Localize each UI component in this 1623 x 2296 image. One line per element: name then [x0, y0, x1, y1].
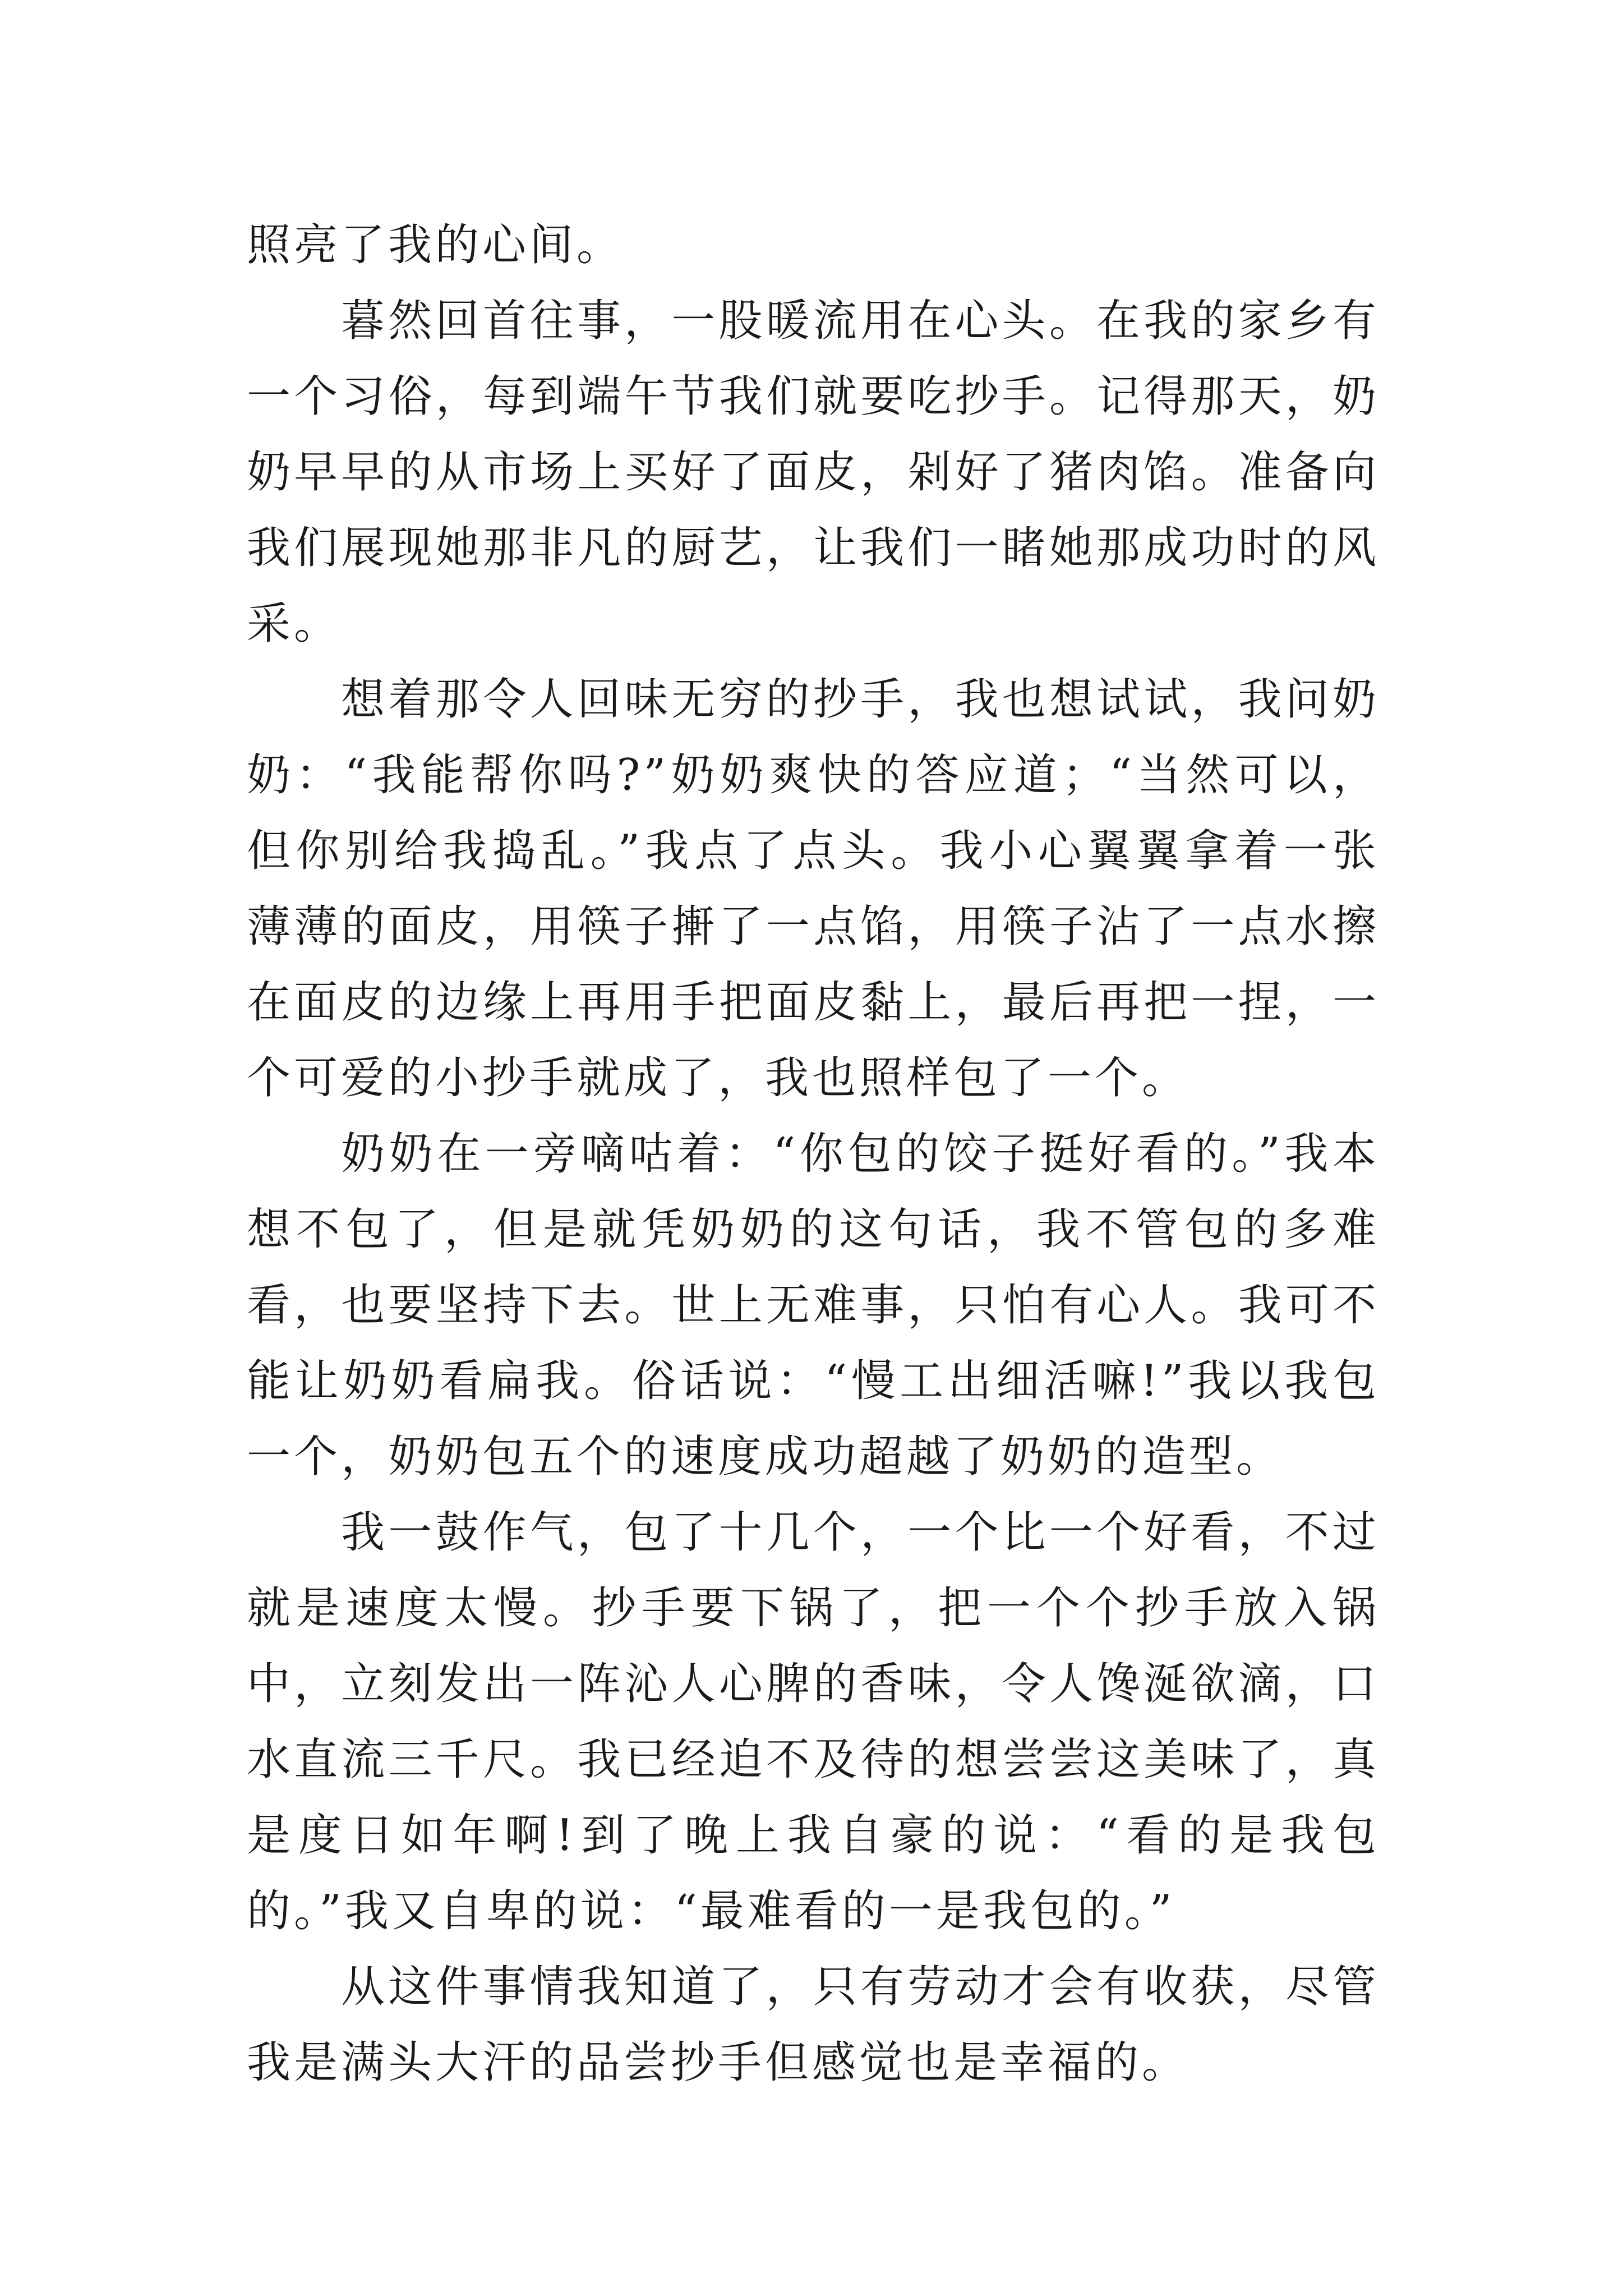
body-text: [247, 208, 1380, 2101]
paragraph: 奶奶在一旁嘀咕着：“你包的饺子挺好看的。”我本想不包了，但是就凭奶奶的这句话，我不管包的多难看，也要坚持下去。世上无难事，只怕有心人。我可不能让奶奶看扁我。俗话说：“慢工出细活嘛!”我以我包一个，奶奶包五个的速度成功超越了奶奶的造型。: [247, 1129, 1380, 1482]
paragraph: 从这件事情我知道了，只有劳动才会有收获，尽管我是满头大汗的品尝抄手但感觉也是幸福的。: [247, 1962, 1380, 2088]
paragraph: 我一鼓作气，包了十几个，一个比一个好看，不过就是速度太慢。抄手要下锅了，把一个个抄手放入锅中，立刻发出一阵沁人心脾的香味，令人馋涎欲滴，口水直流三千尺。我已经迫不及待的想尝尝这美味了，真是度日如年啊!到了晚上我自豪的说：“看的是我包的。”我又自卑的说：“最难看的一是我包的。”: [247, 1507, 1380, 1936]
paragraph: 想着那令人回味无穷的抄手，我也想试试，我问奶奶：“我能帮你吗?”奶奶爽快的答应道；“当然可以，但你别给我捣乱。”我点了点头。我小心翼翼拿着一张薄薄的面皮，用筷子搟了一点馅，用筷子沾了一点水擦在面皮的边缘上再用手把面皮黏上，最后再把一捏，一个可爱的小抄手就成了，我也照样包了一个。: [247, 674, 1380, 1103]
paragraph-continuation: 照亮了我的心间。: [247, 220, 624, 270]
paragraph: 暮然回首往事，一股暖流用在心头。在我的家乡有一个习俗，每到端午节我们就要吃抄手。记得那天，奶奶早早的从市场上买好了面皮，剁好了猪肉馅。准备向我们展现她那非凡的厨艺，让我们一睹她那成功时的风采。: [247, 296, 1380, 649]
